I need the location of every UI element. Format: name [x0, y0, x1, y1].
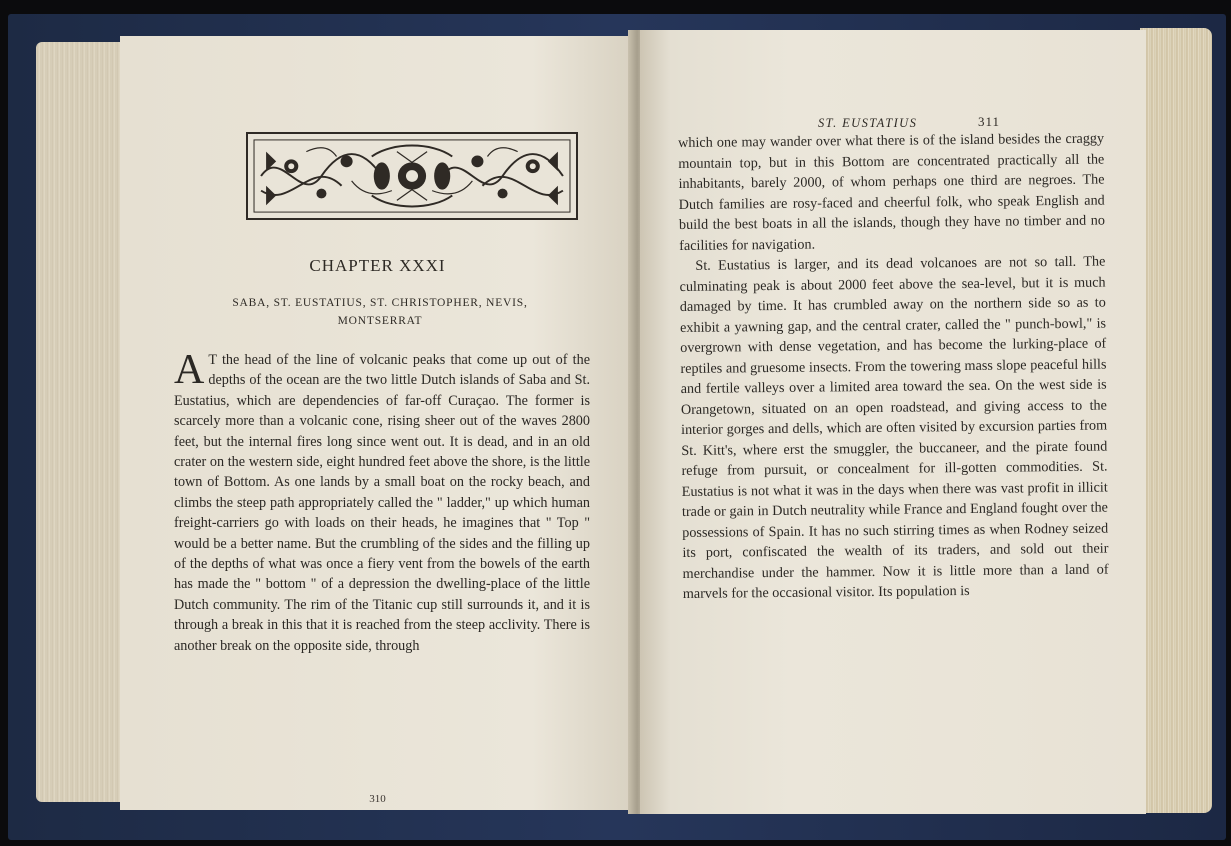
- drop-cap: A: [174, 347, 205, 393]
- chapter-ornament-headpiece: [246, 132, 578, 220]
- left-page-paragraph: T the head of the line of volcanic peaks that come up out of the depths of the ocean are the two little Dutch islands of Saba and St. Eustatius, which are dependencies of far-off Curaçao. The former is scarcely more than a volcanic cone, rising sheer out of the waves 2800 feet, but the internal fires long since went out. It is dead, and in an old crater on the western side, eight hundred feet above the shore, is the little town of Bottom. As one lands by a small boat on the rocky beach, and climbs the steep path appropriately called the " ladder," up which human freight-carriers go with loads on their heads, he imagines that " Top " would be a better name. But the crumbling of the sides and the filling up of the depths of what was once a fiery vent from the bowels of the earth has made the " bottom " of a depression the dwelling-place of the little Dutch community. The rim of the Titanic cup still surrounds it, and it is through a break in this that it is reached from the steep acclivity. There is another break on the opposite side, through: [174, 352, 590, 654]
- right-page-edges: [1140, 28, 1212, 813]
- left-page-edges: [36, 42, 126, 802]
- left-page-number: 310: [369, 793, 386, 805]
- right-page-paragraph-1: which one may wander over what there is of the island besides the craggy mountain top, but in this Bottom are concentrated practically all the inhabitants, barely 2000, of whom perhaps one third are negroes. The Dutch families are rosy-faced and cheerful folk, who speak English and build the best boats in all the islands, though they have no timber and no facilities for navigation.: [678, 130, 1106, 254]
- left-page-body-text: [174, 347, 590, 656]
- running-head: ST. EUSTATIUS: [818, 116, 918, 130]
- chapter-subtitle-line-1: SABA, ST. EUSTATIUS, ST. CHRISTOPHER, NEVIS,: [232, 297, 528, 309]
- chapter-subtitle-line-2: MONTSERRAT: [337, 315, 423, 327]
- right-page: [640, 30, 1146, 814]
- right-page-body-text: [678, 129, 1109, 605]
- chapter-title: CHAPTER XXXI: [309, 256, 446, 275]
- floral-ornament-icon: [251, 137, 573, 215]
- left-page: [120, 36, 635, 810]
- right-page-number: 311: [978, 114, 1001, 129]
- right-page-paragraph-2: St. Eustatius is larger, and its dead volcanoes are not so tall. The culminating peak is about 2000 feet above the sea-level, but it is much damaged by time. It has crumbled away on the northern side so as to exhibit a yawning gap, and the central crater, called the " punch-bowl," is overgrown with dense vegetation, and has become the lurking-place of reptiles and gruesome insects. From the towering mass slope peaceful hills and fertile valleys over a limited area toward the sea. On the west side is Orangetown, situated on an open roadstead, and giving access to the interior gorges and dells, which are often visited by excursion parties from St. Kitt's, where erst the smuggler, the buccaneer, and the pirate found refuge from pursuit, or concealment for ill-gotten commodities. St. Eustatius is not what it was in the days when there was vast profit in illicit trade or gain in Dutch neutrality while France and England fought over the possessions of Spain. It has no such stirring times as when Rodney seized its port, confiscated the wealth of its traders, and sold out their merchandise under the hammer. Now it is little more than a land of marvels for the occasional visitor. Its population is: [679, 253, 1109, 602]
- chapter-subtitle: [180, 294, 580, 330]
